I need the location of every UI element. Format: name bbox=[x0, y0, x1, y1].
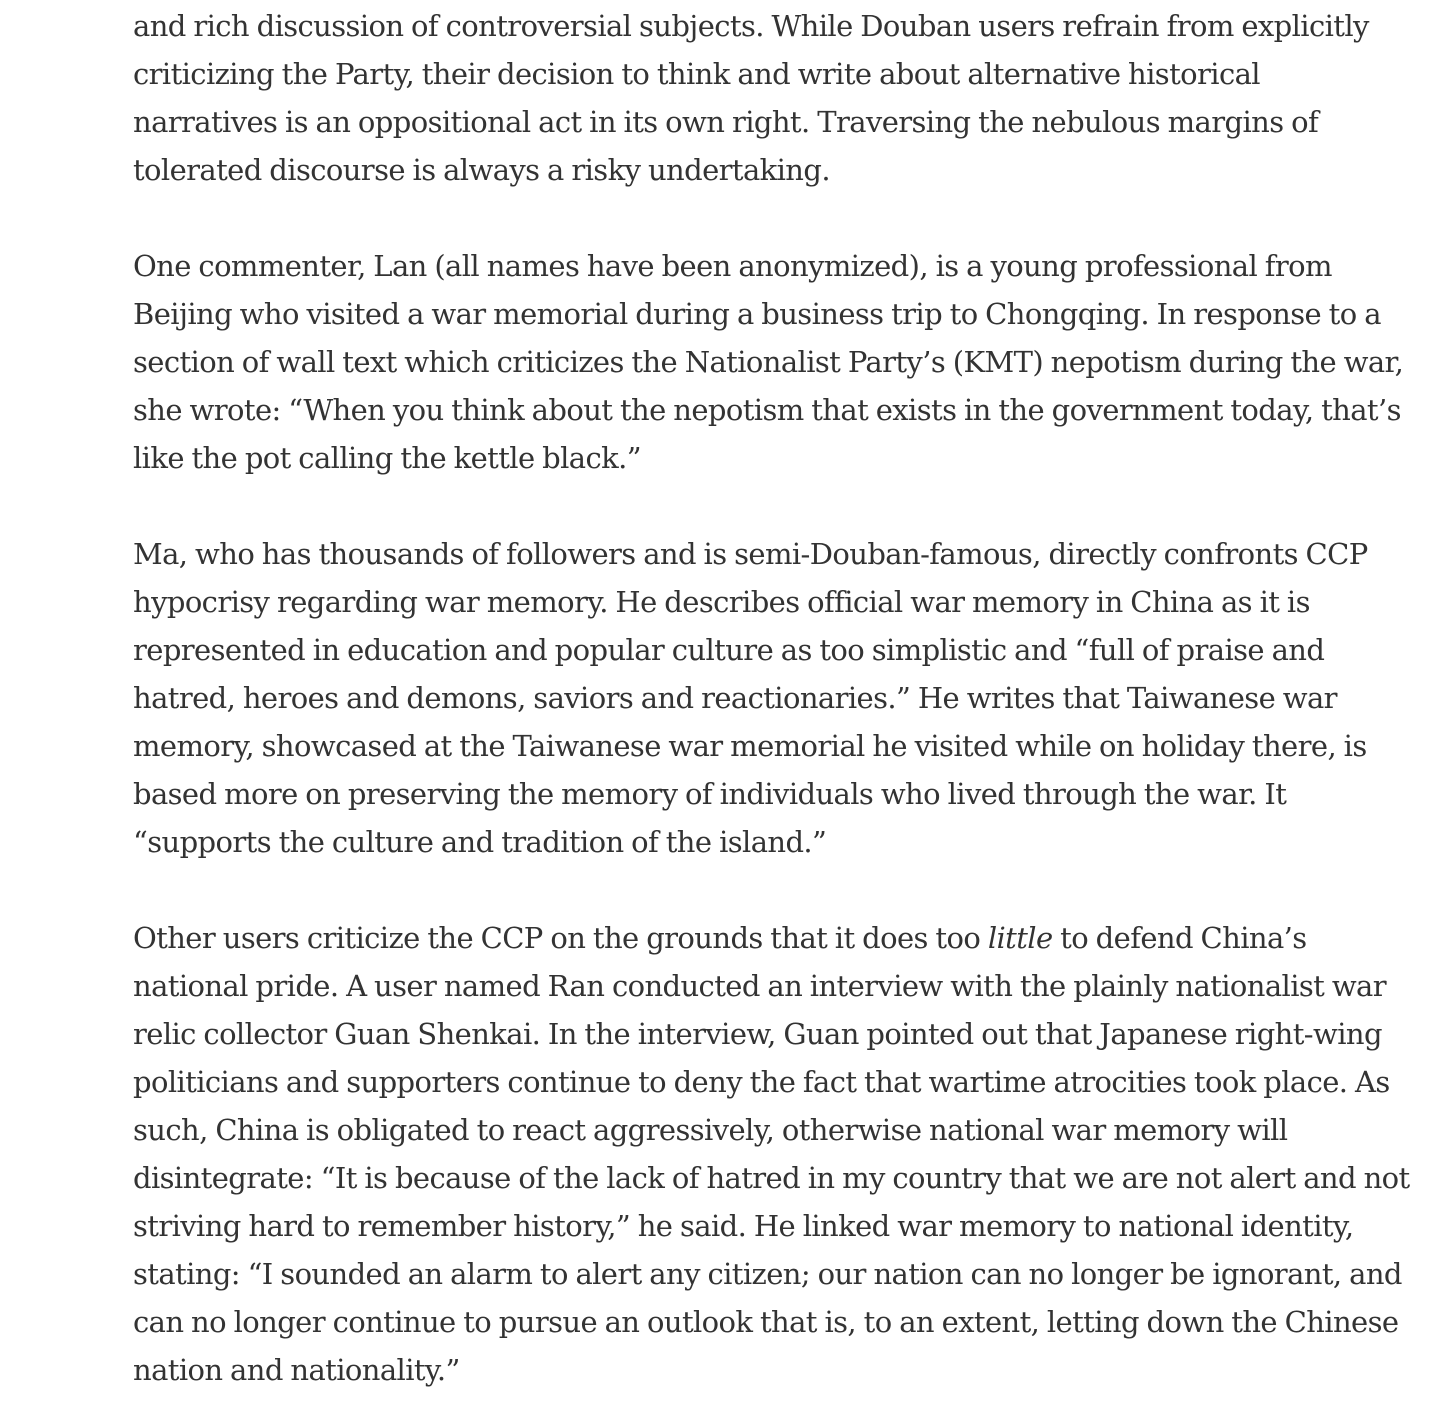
text-line: disintegrate: “It is because of the lack of hatred in my country that we are not alert and not bbox=[133, 1161, 1410, 1195]
text-line: national pride. A user named Ran conducted an interview with the plainly nationalist war bbox=[133, 969, 1386, 1003]
text-line: “supports the culture and tradition of the island.” bbox=[133, 825, 827, 859]
text-line: relic collector Guan Shenkai. In the interview, Guan pointed out that Japanese right-wing bbox=[133, 1017, 1382, 1051]
text-line: politicians and supporters continue to deny the fact that wartime atrocities took place. As bbox=[133, 1065, 1390, 1099]
text-line: Ma, who has thousands of followers and is semi-Douban-famous, directly confronts CCP bbox=[133, 537, 1368, 571]
text-line: hypocrisy regarding war memory. He describes official war memory in China as it is bbox=[133, 585, 1310, 619]
text-line: and rich discussion of controversial subjects. While Douban users refrain from explicitly bbox=[133, 9, 1369, 43]
text-line: nation and nationality.” bbox=[133, 1353, 460, 1387]
paragraph-other-users bbox=[133, 914, 1410, 1394]
paragraph-lan-commenter bbox=[133, 242, 1404, 482]
text-line: based more on preserving the memory of individuals who lived through the war. It bbox=[133, 777, 1287, 811]
text-line: criticizing the Party, their decision to think and write about alternative historical bbox=[133, 57, 1260, 91]
paragraph-ma-commenter bbox=[133, 530, 1368, 866]
text-line: like the pot calling the kettle black.” bbox=[133, 441, 641, 475]
paragraph-douban-discussion bbox=[133, 2, 1369, 194]
text-line: represented in education and popular culture as too simplistic and “full of praise and bbox=[133, 633, 1325, 667]
text-line: section of wall text which criticizes the Nationalist Party’s (KMT) nepotism during the war, bbox=[133, 345, 1404, 379]
text-run: Other users criticize the CCP on the grounds that it does too bbox=[133, 921, 988, 955]
text-line: she wrote: “When you think about the nepotism that exists in the government today, that’s bbox=[133, 393, 1401, 427]
text-line: can no longer continue to pursue an outlook that is, to an extent, letting down the Chinese bbox=[133, 1305, 1399, 1339]
text-line: hatred, heroes and demons, saviors and reactionaries.” He writes that Taiwanese war bbox=[133, 681, 1337, 715]
text-line: Beijing who visited a war memorial during a business trip to Chongqing. In response to a bbox=[133, 297, 1381, 331]
text-line: memory, showcased at the Taiwanese war memorial he visited while on holiday there, is bbox=[133, 729, 1367, 763]
emphasis-little: little bbox=[987, 921, 1053, 955]
text-run: to defend China’s bbox=[1052, 921, 1307, 955]
text-line: One commenter, Lan (all names have been anonymized), is a young professional from bbox=[133, 249, 1332, 283]
article-body bbox=[133, 2, 1410, 1394]
text-line: stating: “I sounded an alarm to alert any citizen; our nation can no longer be ignorant, and bbox=[133, 1257, 1402, 1291]
text-line: tolerated discourse is always a risky undertaking. bbox=[133, 153, 830, 187]
text-line: narratives is an oppositional act in its own right. Traversing the nebulous margins of bbox=[133, 105, 1319, 139]
text-line-with-emphasis bbox=[133, 914, 1353, 962]
text-line: striving hard to remember history,” he said. He linked war memory to national identity, bbox=[133, 1209, 1354, 1243]
text-line: such, China is obligated to react aggressively, otherwise national war memory will bbox=[133, 1113, 1288, 1147]
